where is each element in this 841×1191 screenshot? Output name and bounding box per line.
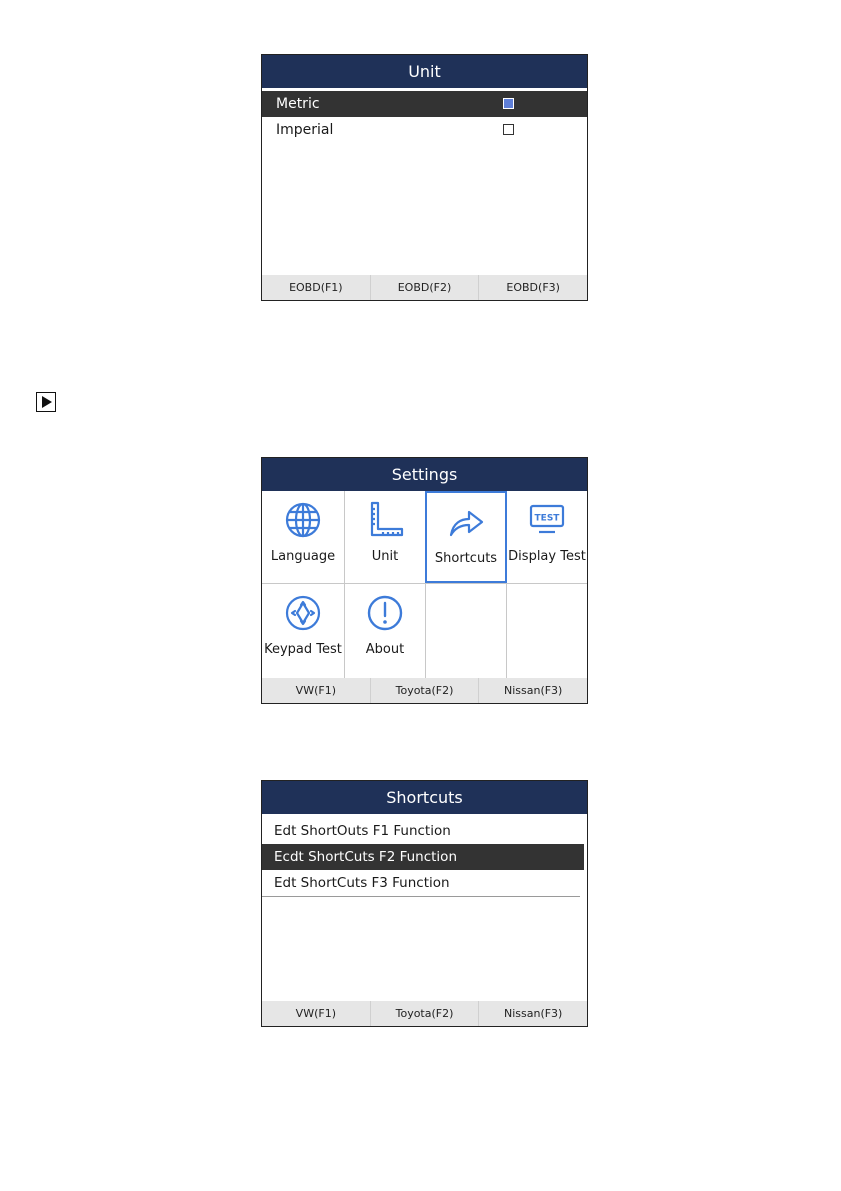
- f3-key[interactable]: Nissan(F3): [478, 678, 587, 703]
- shortcut-item-f3[interactable]: [262, 870, 584, 896]
- f2-key[interactable]: EOBD(F2): [370, 275, 479, 300]
- settings-item-label: About: [365, 642, 405, 657]
- globe-icon: [282, 499, 324, 541]
- settings-item-label: Shortcuts: [434, 551, 498, 566]
- ruler-icon: [364, 499, 406, 541]
- metric-checkbox[interactable]: [503, 98, 514, 109]
- play-arrow-icon: [36, 392, 56, 412]
- shortcut-item-label: Ecdt ShortCuts F2 Function: [274, 849, 458, 865]
- unit-option-metric[interactable]: [262, 91, 587, 117]
- test-monitor-icon: [526, 499, 568, 541]
- settings-screen: [261, 457, 588, 704]
- settings-item-label: Display Test: [508, 549, 586, 564]
- settings-item-label: Unit: [371, 549, 399, 564]
- f3-key[interactable]: EOBD(F3): [478, 275, 587, 300]
- unit-footer: [262, 275, 587, 300]
- f3-key[interactable]: Nissan(F3): [478, 1001, 587, 1026]
- settings-item-language[interactable]: [262, 491, 344, 583]
- shortcuts-footer: [262, 1001, 587, 1026]
- keypad-icon: [282, 592, 324, 634]
- settings-grid: [262, 491, 587, 679]
- shortcut-item-f2[interactable]: [262, 844, 584, 870]
- svg-text:TEST: TEST: [534, 513, 560, 524]
- settings-item-shortcuts[interactable]: [425, 491, 507, 583]
- shortcuts-title: Shortcuts: [386, 788, 463, 807]
- unit-title-bar: [262, 55, 587, 88]
- f2-key[interactable]: Toyota(F2): [370, 678, 479, 703]
- f2-key[interactable]: Toyota(F2): [370, 1001, 479, 1026]
- shortcut-item-label: Edt ShortCuts F3 Function: [274, 875, 450, 891]
- settings-footer: [262, 678, 587, 703]
- unit-option-label: Metric: [276, 96, 320, 112]
- shortcut-item-f1[interactable]: [262, 818, 584, 844]
- unit-option-label: Imperial: [276, 122, 334, 138]
- settings-item-unit[interactable]: [345, 491, 425, 583]
- settings-title: Settings: [391, 465, 458, 484]
- list-separator: [262, 896, 580, 897]
- settings-item-display-test[interactable]: [507, 491, 587, 583]
- settings-item-label: Language: [270, 549, 336, 564]
- unit-title: Unit: [408, 62, 441, 81]
- f1-key[interactable]: VW(F1): [295, 1007, 336, 1020]
- unit-option-imperial[interactable]: [262, 117, 587, 143]
- settings-item-about[interactable]: [345, 584, 425, 679]
- shortcuts-screen: [261, 780, 588, 1027]
- shortcuts-title-bar: [262, 781, 587, 814]
- imperial-checkbox[interactable]: [503, 124, 514, 135]
- shortcut-item-label: Edt ShortOuts F1 Function: [274, 823, 451, 839]
- unit-screen: [261, 54, 588, 301]
- share-arrow-icon: [445, 501, 487, 543]
- f1-key[interactable]: VW(F1): [295, 684, 336, 697]
- settings-item-label: Keypad Test: [264, 642, 342, 657]
- exclamation-icon: [364, 592, 406, 634]
- settings-item-keypad-test[interactable]: [262, 584, 344, 679]
- settings-title-bar: [262, 458, 587, 491]
- f1-key[interactable]: EOBD(F1): [289, 281, 343, 294]
